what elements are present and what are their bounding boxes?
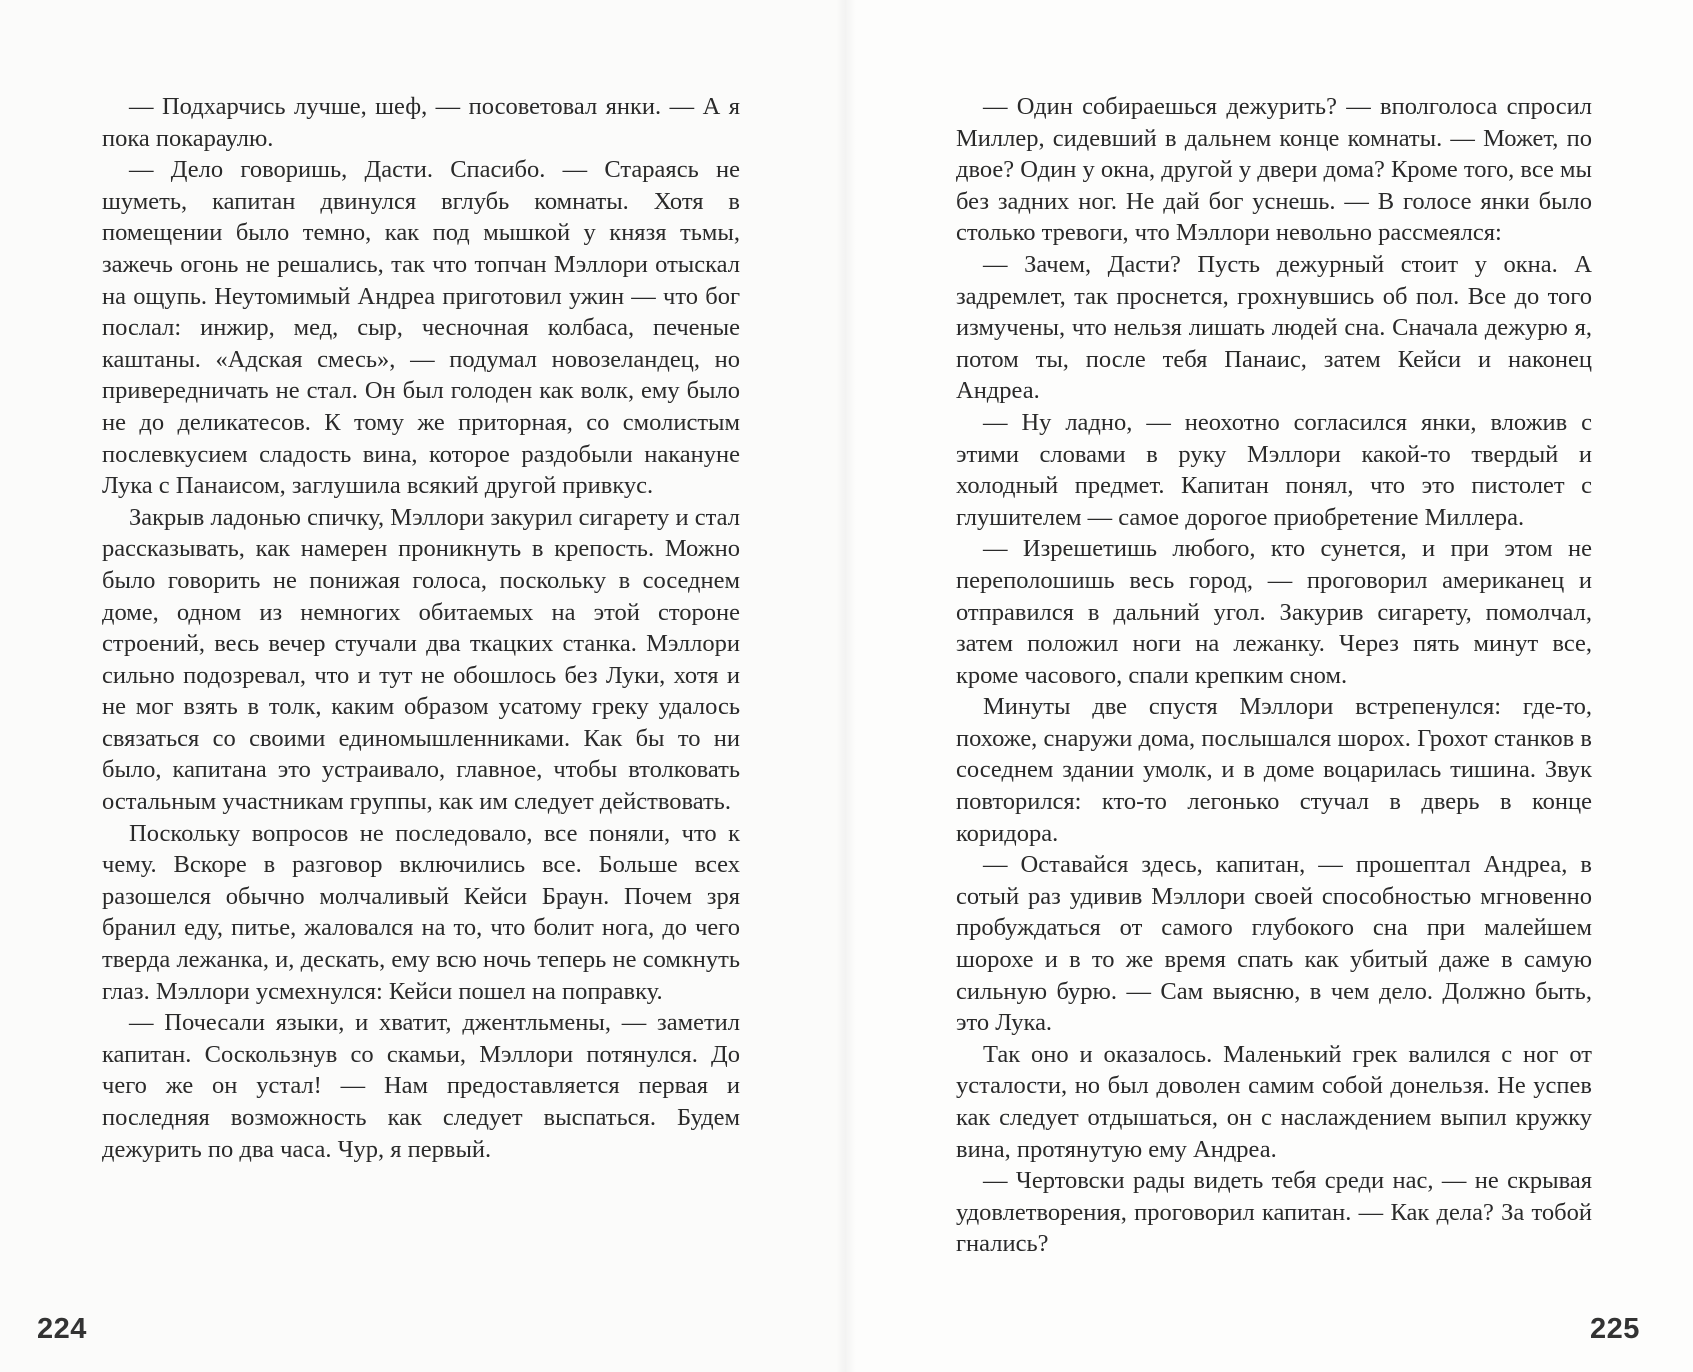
left-page <box>0 0 846 1372</box>
paragraph: — Почесали языки, и хватит, джентльмены, — заметил капитан. Соскользнув со скамьи, Мэллори потянулся. До чего же он устал! — Нам предоставляется первая и последняя возможность как следует выспаться. Будем дежурить по два часа. Чур, я первый. <box>102 1009 740 1163</box>
paragraph: — Зачем, Дасти? Пусть дежурный стоит у окна. А задремлет, так проснется, грохнувшись об пол. Все до того измучены, что нельзя лишать людей сна. Сначала дежурю я, потом ты, после тебя Панаис, затем Кейси и наконец Андреа. <box>956 250 1592 405</box>
paragraph: — Дело говоришь, Дасти. Спасибо. — Стараясь не шуметь, капитан двинулся вглубь комнаты. Хотя в помещении было темно, как под мышкой у князя тьмы, зажечь огонь не решались, так что топчан Мэллори отыскал на ощупь. Неутомимый Андреа приготовил ужин — что бог послал: инжир, мед, сыр, чесночная колбаса, печеные каштаны. «Адская смесь», — подумал новозеландец, но привередничать не стал. Он был голоден как волк, ему было не до деликатесов. К тому же приторная, со смолистым послевкусием сладость вина, которое раздобыли накануне Лука с Панаисом, заглушила всякий другой привкус. <box>102 156 740 500</box>
paragraph: — Один собираешься дежурить? — вполголоса спросил Миллер, сидевший в дальнем конце комнаты. — Может, по двое? Один у окна, другой у двери дома? Кроме того, все мы без задних ног. Не дай бог уснешь. — В голосе янки было столько тревоги, что Мэллори невольно рассмеялся: <box>956 93 1592 247</box>
paragraph: Так оно и оказалось. Маленький грек валился с ног от усталости, но был доволен самим собой донельзя. Не успев как следует отдышаться, он с наслаждением выпил кружку вина, протянутую ему Андреа. <box>956 1040 1592 1163</box>
paragraph: — Подхарчись лучше, шеф, — посоветовал янки. — А я пока покараулю. <box>102 93 740 152</box>
paragraph: Минуты две спустя Мэллори встрепенулся: где-то, похоже, снаружи дома, послышался шорох. Грохот станков в соседнем здании умолк, и в доме воцарилась тишина. Звук повторился: кто-то легонько стучал в дверь в конце коридора. <box>956 693 1592 847</box>
paragraph: Поскольку вопросов не последовало, все поняли, что к чему. Вскоре в разговор включились все. Больше всех разошелся обычно молчаливый Кейси Браун. Почем зря бранил еду, питье, жаловался на то, что болит нога, до чего тверда лежанка, и, дескать, ему всю ночь теперь не сомкнуть глаз. Мэллори усмехнулся: Кейси пошел на поправку. <box>102 819 740 1005</box>
paragraph: Закрыв ладонью спичку, Мэллори закурил сигарету и стал рассказывать, как намерен проникнуть в крепость. Можно было говорить не понижая голоса, поскольку в соседнем доме, одном из немногих обитаемых на этой стороне строений, весь вечер стучали два ткацких станка. Мэллори сильно подозревал, что и тут не обошлось без Луки, хотя и не мог взять в толк, каким образом усатому греку удалось связаться со своими единомышленниками. Как бы то ни было, капитана это устраивало, главное, чтобы втолковать остальным участникам группы, как им следует действовать. <box>102 503 740 816</box>
page-number-right: 225 <box>1590 1313 1640 1345</box>
left-page-text <box>102 91 740 1165</box>
paragraph: — Изрешетишь любого, кто сунется, и при этом не переполошишь весь город, — проговорил американец и отправился в дальний угол. Закурив сигарету, помолчал, затем положил ноги на лежанку. Через пять минут все, кроме часового, спали крепким сном. <box>956 535 1592 689</box>
paragraph: — Оставайся здесь, капитан, — прошептал Андреа, в сотый раз удивив Мэллори своей способностью мгновенно пробуждаться от самого глубокого сна при малейшем шорохе и в то же время спать как убитый даже в самую сильную бурю. — Сам выясню, в чем дело. Должно быть, это Лука. <box>956 851 1592 1037</box>
book-gutter <box>836 0 856 1372</box>
right-page-text <box>956 91 1592 1260</box>
page-number-left: 224 <box>37 1313 87 1345</box>
paragraph: — Чертовски рады видеть тебя среди нас, — не скрывая удовлетворения, проговорил капитан. — Как дела? За тобой гнались? <box>956 1167 1592 1258</box>
paragraph: — Ну ладно, — неохотно согласился янки, вложив с этими словами в руку Мэллори какой-то твердый и холодный предмет. Капитан понял, что это пистолет с глушителем — самое дорогое приобретение Миллера. <box>956 408 1592 531</box>
